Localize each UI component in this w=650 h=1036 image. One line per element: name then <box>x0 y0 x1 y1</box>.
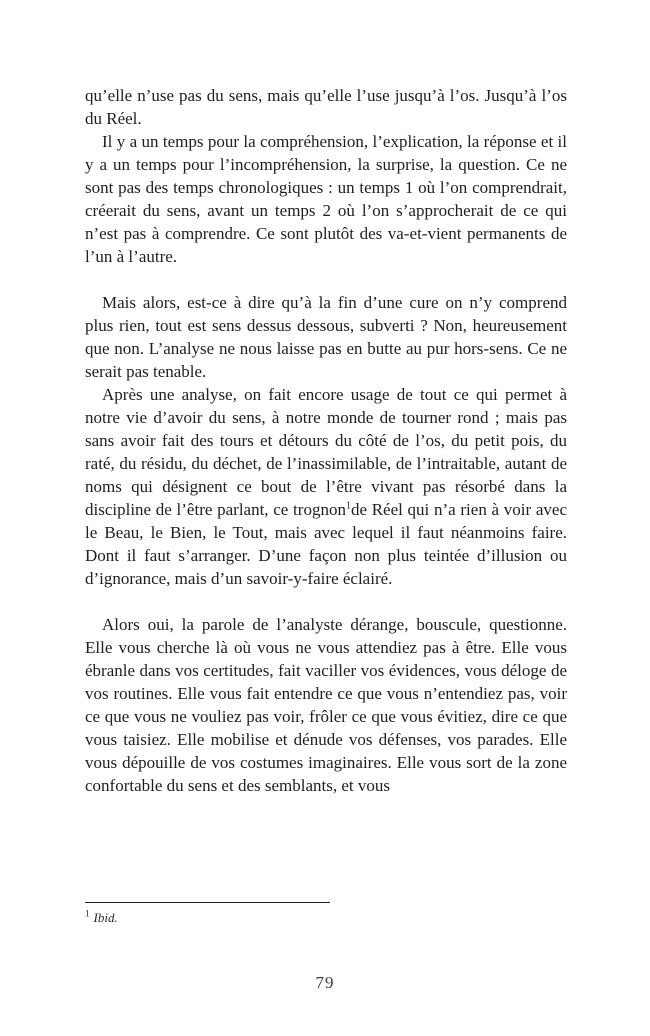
paragraph-text-before-footnote: Après une analyse, on fait encore usage de tout ce qui permet à notre vie d’avoir du sens, à notre monde de tourner rond ; mais pas sans avoir fait des tours et détours du côté de l’os, du petit pois, du raté, du résidu, du déchet, de l’inassimilable, de l’intraitable, autant de noms qui désignent ce bout de l’être vivant pas résorbé dans la discipline de l’être parlant, ce trognon <box>85 385 567 519</box>
paragraph-mais-alors: Mais alors, est-ce à dire qu’à la fin d’une cure on n’y comprend plus rien, tout est sens dessus dessous, subverti ? Non, heureusement que non. L’analyse ne nous laisse pas en butte au pur hors-sens. Ce ne serait pas tenable. <box>85 293 567 381</box>
page-number: 79 <box>315 973 335 992</box>
footnote-text: Ibid. <box>93 910 118 925</box>
paragraph-continuation: qu’elle n’use pas du sens, mais qu’elle l’use jusqu’à l’os. Jusqu’à l’os du Réel. <box>85 86 567 128</box>
footnote-area <box>85 902 567 926</box>
footnote-number: 1 <box>85 908 90 919</box>
body-text <box>85 84 567 797</box>
paragraph-temps: Il y a un temps pour la compréhension, l’explication, la réponse et il y a un temps pour l’incompréhension, la surprise, la question. Ce ne sont pas des temps chronologiques : un temps 1 où l’on comprendrait, créerait du sens, avant un temps 2 où l’on s’approcherait de ce qui n’est pas à comprendre. Ce sont plutôt des va-et-vient permanents de l’un à l’autre. <box>85 132 567 266</box>
footnote-reference-marker: 1 <box>345 500 351 512</box>
footnote-separator-rule <box>85 902 330 903</box>
paragraph-apres-analyse <box>85 383 567 590</box>
paragraph-alors-oui: Alors oui, la parole de l’analyste dérange, bouscule, questionne. Elle vous cherche là où vous ne vous attendiez pas à être. Elle vous ébranle dans vos certitudes, fait vaciller vos évidences, vous déloge de vos routines. Elle vous fait entendre ce que vous n’entendiez pas, voir ce que vous ne vouliez pas voir, frôler ce que vous évitiez, dire ce que vous taisiez. Elle mobilise et dénude vos défenses, vos parades. Elle vous dépouille de vos costumes imaginaires. Elle vous sort de la zone confortable du sens et des semblants, et vous <box>85 615 567 795</box>
footnote <box>85 909 567 926</box>
paragraph-text-after-footnote: de Réel qui n’a rien à voir avec le Beau, le Bien, le Tout, mais avec lequel il faut néanmoins faire. Dont il faut s’arranger. D’une façon non plus teintée d’illusion ou d’ignorance, mais d’un savoir-y-faire éclairé. <box>85 500 567 588</box>
